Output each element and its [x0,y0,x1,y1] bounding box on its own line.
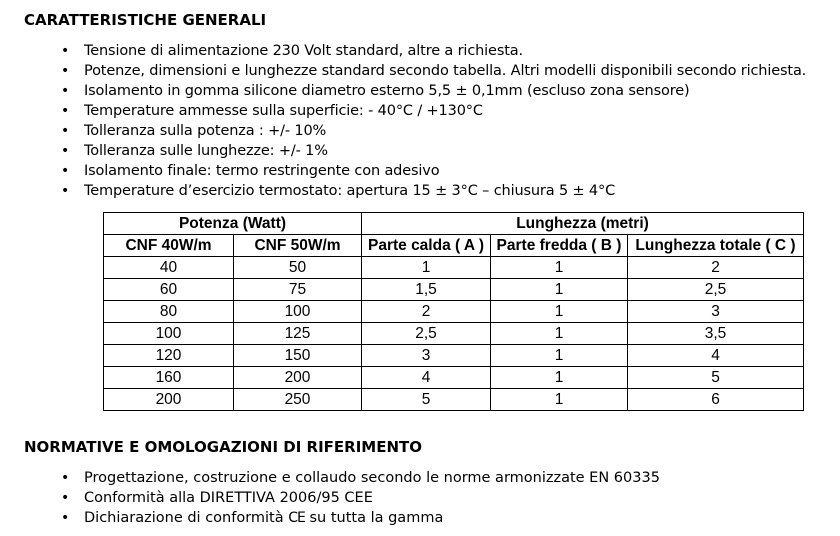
table-row [104,279,804,301]
bullet-icon: • [61,490,70,506]
table-cell: 40 [104,257,234,279]
table-row [104,367,804,389]
bullet-icon: • [61,43,70,59]
declaration-text: Dichiarazione di conformità [84,510,284,526]
ce-mark-icon: CE [288,510,305,526]
table-cell: 200 [234,367,362,389]
list-item [0,181,806,201]
table-row [104,323,804,345]
table-cell: 4 [628,345,804,367]
column-header-cnf-50: CNF 50W/m [234,235,362,257]
table-group-header-row [104,213,804,235]
list-item [0,101,806,121]
table-cell: 3 [362,345,491,367]
table-cell: 200 [104,389,234,411]
column-header-cnf-40: CNF 40W/m [104,235,234,257]
table-cell: 100 [104,323,234,345]
table-cell: 2,5 [628,279,804,301]
list-item-text: Isolamento in gomma silicone diametro esterno 5,5 ± 0,1mm (escluso zona sensore) [84,83,690,99]
table-cell: 50 [234,257,362,279]
table-cell: 5 [362,389,491,411]
table-row [104,257,804,279]
power-group-header: Potenza (Watt) [104,213,362,235]
table-cell: 1 [362,257,491,279]
table-row [104,301,804,323]
table-row [104,389,804,411]
table-cell: 1 [491,301,628,323]
table-cell: 1 [491,345,628,367]
section-heading-general-features: CARATTERISTICHE GENERALI [24,11,267,29]
table-cell: 60 [104,279,234,301]
table-cell: 1 [491,279,628,301]
list-item [0,468,660,488]
list-item [0,41,806,61]
table-cell: 3 [628,301,804,323]
length-group-header: Lunghezza (metri) [362,213,804,235]
power-length-table [103,212,804,411]
bullet-icon: • [61,63,70,79]
bullet-icon: • [61,143,70,159]
list-item [0,488,660,508]
table-cell: 2 [362,301,491,323]
list-item-text: Potenze, dimensioni e lunghezze standard secondo tabella. Altri modelli disponibili secondo richiesta. [84,63,807,79]
table-cell: 75 [234,279,362,301]
bullet-icon: • [61,470,70,486]
table-cell: 120 [104,345,234,367]
column-header-cold-part: Parte fredda ( B ) [491,235,628,257]
list-item [0,121,806,141]
list-item-text: Tolleranza sulla potenza : +/- 10% [84,123,327,139]
standards-list [0,468,660,528]
table-column-header-row [104,235,804,257]
section-heading-standards: NORMATIVE E OMOLOGAZIONI DI RIFERIMENTO [24,438,422,456]
table-cell: 6 [628,389,804,411]
list-item-text: Isolamento finale: termo restringente con adesivo [84,163,440,179]
list-item-text: Conformità alla DIRETTIVA 2006/95 CEE [84,490,373,506]
table-cell: 5 [628,367,804,389]
table-cell: 1 [491,257,628,279]
table-cell: 160 [104,367,234,389]
general-features-list [0,41,806,201]
table-cell: 150 [234,345,362,367]
declaration-text-suffix: su tutta la gamma [309,510,444,526]
bullet-icon: • [61,163,70,179]
bullet-icon: • [61,83,70,99]
table-cell: 2 [628,257,804,279]
table-cell: 1 [491,367,628,389]
list-item-text: Progettazione, costruzione e collaudo secondo le norme armonizzate EN 60335 [84,470,660,486]
bullet-icon: • [61,510,70,526]
list-item [0,508,660,528]
column-header-hot-part: Parte calda ( A ) [362,235,491,257]
column-header-total-length: Lunghezza totale ( C ) [628,235,804,257]
list-item-text: Tolleranza sulle lunghezze: +/- 1% [84,143,328,159]
list-item [0,141,806,161]
bullet-icon: • [61,123,70,139]
bullet-icon: • [61,103,70,119]
list-item-text: Temperature d’esercizio termostato: apertura 15 ± 3°C – chiusura 5 ± 4°C [84,183,616,199]
table-cell: 1 [491,389,628,411]
list-item [0,161,806,181]
table-cell: 80 [104,301,234,323]
table-cell: 100 [234,301,362,323]
list-item-text: Temperature ammesse sulla superficie: - 40°C / +130°C [84,103,483,119]
table-cell: 3,5 [628,323,804,345]
table-cell: 1 [491,323,628,345]
bullet-icon: • [61,183,70,199]
list-item [0,81,806,101]
table-cell: 2,5 [362,323,491,345]
table-cell: 250 [234,389,362,411]
table-cell: 4 [362,367,491,389]
table-cell: 1,5 [362,279,491,301]
list-item-text: Tensione di alimentazione 230 Volt standard, altre a richiesta. [84,43,523,59]
list-item [0,61,806,81]
table-row [104,345,804,367]
table-cell: 125 [234,323,362,345]
